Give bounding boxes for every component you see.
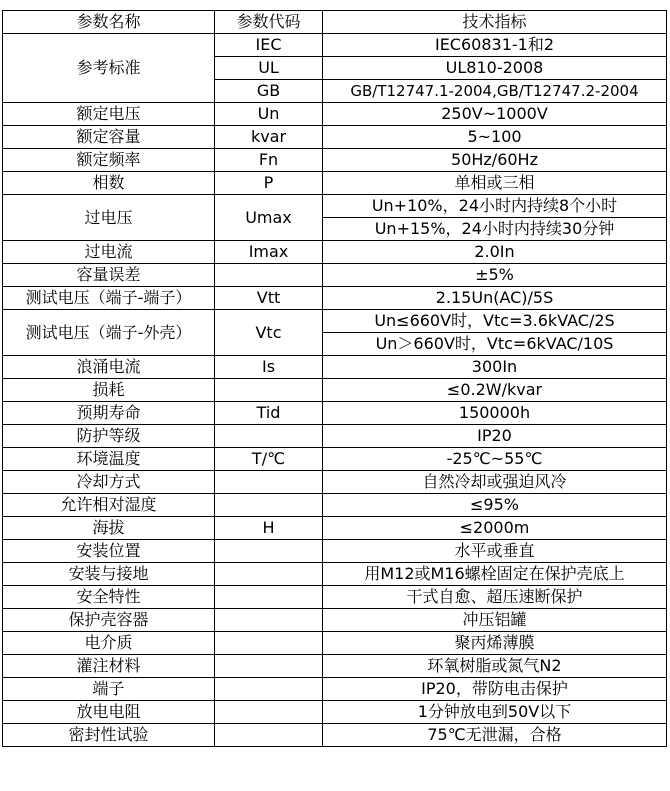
param-value: 水平或垂直 xyxy=(323,540,667,563)
param-name: 相数 xyxy=(3,172,215,195)
table-row xyxy=(3,195,667,218)
table-row xyxy=(3,149,667,172)
param-name: 放电电阻 xyxy=(3,701,215,724)
table-row xyxy=(3,609,667,632)
param-code xyxy=(215,586,323,609)
param-name: 端子 xyxy=(3,678,215,701)
param-name: 海拔 xyxy=(3,517,215,540)
header-param-code: 参数代码 xyxy=(215,11,323,34)
table-row xyxy=(3,379,667,402)
param-name: 损耗 xyxy=(3,379,215,402)
table-row xyxy=(3,310,667,333)
param-value: IP20 xyxy=(323,425,667,448)
table-row xyxy=(3,563,667,586)
table-row xyxy=(3,34,667,57)
param-name: 电介质 xyxy=(3,632,215,655)
table-row xyxy=(3,632,667,655)
table-row xyxy=(3,126,667,149)
table-row xyxy=(3,402,667,425)
param-value: 50Hz/60Hz xyxy=(323,149,667,172)
param-code: H xyxy=(215,517,323,540)
param-value: 250V~1000V xyxy=(323,103,667,126)
table-row xyxy=(3,517,667,540)
param-code: UL xyxy=(215,57,323,80)
param-value: -25℃~55℃ xyxy=(323,448,667,471)
param-value: ≤95% xyxy=(323,494,667,517)
spec-table xyxy=(2,10,667,747)
param-name: 安装与接地 xyxy=(3,563,215,586)
param-name: 额定频率 xyxy=(3,149,215,172)
header-param-name: 参数名称 xyxy=(3,11,215,34)
param-value: 2.0In xyxy=(323,241,667,264)
param-value: Un≤660V时，Vtc=3.6kVAC/2S xyxy=(323,310,667,333)
param-name: 防护等级 xyxy=(3,425,215,448)
table-row xyxy=(3,356,667,379)
table-row xyxy=(3,172,667,195)
param-code: Vtc xyxy=(215,310,323,356)
param-name: 参考标准 xyxy=(3,34,215,103)
table-row xyxy=(3,448,667,471)
param-value: 干式自愈、超压速断保护 xyxy=(323,586,667,609)
table-row xyxy=(3,103,667,126)
param-code xyxy=(215,494,323,517)
param-code xyxy=(215,540,323,563)
param-name: 浪涌电流 xyxy=(3,356,215,379)
param-name: 预期寿命 xyxy=(3,402,215,425)
param-code: Is xyxy=(215,356,323,379)
table-row xyxy=(3,540,667,563)
header-tech-spec: 技术指标 xyxy=(323,11,667,34)
table-row xyxy=(3,425,667,448)
param-code: Tid xyxy=(215,402,323,425)
table-row xyxy=(3,287,667,310)
param-name: 保护壳容器 xyxy=(3,609,215,632)
param-name: 测试电压（端子-端子） xyxy=(3,287,215,310)
param-code: P xyxy=(215,172,323,195)
param-code: Fn xyxy=(215,149,323,172)
param-name: 环境温度 xyxy=(3,448,215,471)
param-name: 灌注材料 xyxy=(3,655,215,678)
param-value: 1分钟放电到50V以下 xyxy=(323,701,667,724)
param-code xyxy=(215,264,323,287)
param-value: Un+10%，24小时内持续8个小时 xyxy=(323,195,667,218)
param-value: Un+15%，24小时内持续30分钟 xyxy=(323,218,667,241)
table-row xyxy=(3,655,667,678)
param-value: 环氧树脂或氮气N2 xyxy=(323,655,667,678)
param-code xyxy=(215,701,323,724)
table-row xyxy=(3,724,667,747)
param-code: T/℃ xyxy=(215,448,323,471)
param-code xyxy=(215,724,323,747)
param-name: 冷却方式 xyxy=(3,471,215,494)
param-code xyxy=(215,655,323,678)
table-header-row xyxy=(3,11,667,34)
param-value: ±5% xyxy=(323,264,667,287)
param-code xyxy=(215,609,323,632)
param-name: 允许相对湿度 xyxy=(3,494,215,517)
param-name: 额定容量 xyxy=(3,126,215,149)
param-code xyxy=(215,563,323,586)
param-value: 用M12或M16螺栓固定在保护壳底上 xyxy=(323,563,667,586)
param-value: 75℃无泄漏，合格 xyxy=(323,724,667,747)
param-name: 密封性试验 xyxy=(3,724,215,747)
param-value: 自然冷却或强迫风冷 xyxy=(323,471,667,494)
param-value: Un＞660V时，Vtc=6kVAC/10S xyxy=(323,333,667,356)
param-value: IP20，带防电击保护 xyxy=(323,678,667,701)
param-value: 单相或三相 xyxy=(323,172,667,195)
param-code: kvar xyxy=(215,126,323,149)
param-code: Umax xyxy=(215,195,323,241)
param-name: 容量误差 xyxy=(3,264,215,287)
param-name: 安全特性 xyxy=(3,586,215,609)
param-value: IEC60831-1和2 xyxy=(323,34,667,57)
param-value: 150000h xyxy=(323,402,667,425)
table-row xyxy=(3,494,667,517)
table-row xyxy=(3,264,667,287)
param-name: 测试电压（端子-外壳） xyxy=(3,310,215,356)
param-value: 5~100 xyxy=(323,126,667,149)
param-code: GB xyxy=(215,80,323,103)
table-row xyxy=(3,678,667,701)
param-value: ≤2000m xyxy=(323,517,667,540)
param-value: 2.15Un(AC)/5S xyxy=(323,287,667,310)
table-row xyxy=(3,586,667,609)
param-value: 300In xyxy=(323,356,667,379)
param-name: 安装位置 xyxy=(3,540,215,563)
table-row xyxy=(3,701,667,724)
param-code xyxy=(215,632,323,655)
param-name: 过电流 xyxy=(3,241,215,264)
param-value: 聚丙烯薄膜 xyxy=(323,632,667,655)
param-name: 过电压 xyxy=(3,195,215,241)
param-code: Un xyxy=(215,103,323,126)
param-code xyxy=(215,678,323,701)
param-value: GB/T12747.1-2004,GB/T12747.2-2004 xyxy=(323,80,667,103)
table-row xyxy=(3,471,667,494)
param-code xyxy=(215,471,323,494)
param-value: UL810-2008 xyxy=(323,57,667,80)
param-code: IEC xyxy=(215,34,323,57)
table-row xyxy=(3,241,667,264)
param-name: 额定电压 xyxy=(3,103,215,126)
param-value: 冲压铝罐 xyxy=(323,609,667,632)
param-code: Imax xyxy=(215,241,323,264)
param-value: ≤0.2W/kvar xyxy=(323,379,667,402)
param-code xyxy=(215,379,323,402)
param-code xyxy=(215,425,323,448)
param-code: Vtt xyxy=(215,287,323,310)
